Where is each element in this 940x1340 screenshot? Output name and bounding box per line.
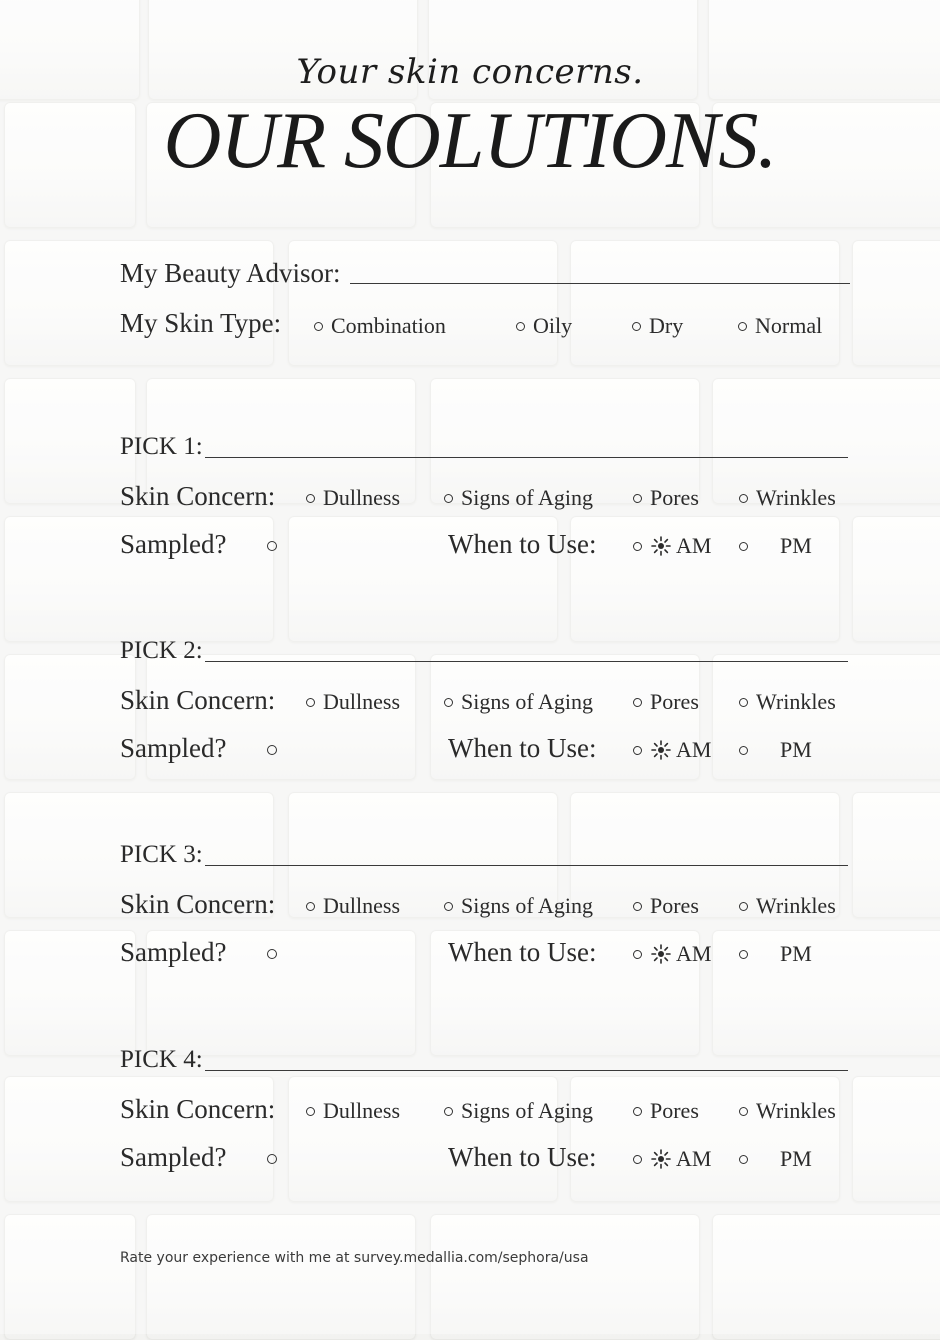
radio-circle-icon xyxy=(739,494,748,503)
pm-label: PM xyxy=(780,533,812,558)
concern-option-pores[interactable] xyxy=(633,1098,699,1124)
footer-survey-text: Rate your experience with me at survey.medallia.com/sephora/usa xyxy=(120,1250,589,1266)
when-to-use-label: When to Use: xyxy=(448,937,597,967)
radio-circle-icon xyxy=(739,950,748,959)
sampled-label: Sampled? xyxy=(120,733,227,763)
radio-circle-icon xyxy=(633,1155,642,1164)
pick-product-line[interactable] xyxy=(205,457,848,458)
when-option-pm[interactable] xyxy=(739,533,812,559)
radio-circle-icon xyxy=(444,698,453,707)
am-label: AM xyxy=(676,941,712,966)
radio-circle-icon xyxy=(738,322,747,331)
concern-option-dullness[interactable] xyxy=(306,1098,400,1124)
concern-option-pores[interactable] xyxy=(633,689,699,715)
am-label: AM xyxy=(676,737,712,762)
option-label: Wrinkles xyxy=(756,1098,836,1123)
radio-circle-icon xyxy=(306,1107,315,1116)
moon-icon xyxy=(756,739,776,761)
sampled-radio[interactable] xyxy=(267,541,277,551)
option-label: Signs of Aging xyxy=(461,1098,594,1123)
advisor-input-line[interactable] xyxy=(350,283,850,284)
script-title: Your skin concerns. xyxy=(296,52,644,92)
option-label: Pores xyxy=(650,893,699,918)
pick-label: PICK 4: xyxy=(120,1046,203,1073)
sampled-label: Sampled? xyxy=(120,529,227,559)
concern-option-signs-of-aging[interactable] xyxy=(444,485,593,511)
when-to-use-label: When to Use: xyxy=(448,733,597,763)
option-label: Wrinkles xyxy=(756,485,836,510)
sampled-label: Sampled? xyxy=(120,937,227,967)
pick-label: PICK 3: xyxy=(120,841,203,868)
option-label: Wrinkles xyxy=(756,689,836,714)
option-label: Pores xyxy=(650,689,699,714)
sun-icon xyxy=(650,1148,672,1170)
moon-icon xyxy=(756,1148,776,1170)
radio-circle-icon xyxy=(516,322,525,331)
radio-circle-icon xyxy=(633,494,642,503)
skin-concern-label: Skin Concern: xyxy=(120,1094,276,1124)
option-label: Dullness xyxy=(323,485,400,510)
radio-circle-icon xyxy=(444,494,453,503)
sampled-radio[interactable] xyxy=(267,949,277,959)
radio-circle-icon xyxy=(444,1107,453,1116)
radio-circle-icon xyxy=(633,1107,642,1116)
option-label: Dullness xyxy=(323,689,400,714)
concern-option-signs-of-aging[interactable] xyxy=(444,1098,593,1124)
option-label: Wrinkles xyxy=(756,893,836,918)
when-option-am[interactable] xyxy=(633,1146,711,1172)
radio-circle-icon xyxy=(633,746,642,755)
when-option-pm[interactable] xyxy=(739,737,812,763)
pm-label: PM xyxy=(780,737,812,762)
radio-circle-icon xyxy=(739,902,748,911)
skin-concern-label: Skin Concern: xyxy=(120,889,276,919)
skin-type-option-combination[interactable] xyxy=(314,313,446,339)
skin-type-label: My Skin Type: xyxy=(120,308,282,338)
when-option-am[interactable] xyxy=(633,533,711,559)
option-label: Signs of Aging xyxy=(461,689,594,714)
pm-label: PM xyxy=(780,941,812,966)
option-label: Pores xyxy=(650,485,699,510)
moon-icon xyxy=(756,535,776,557)
am-label: AM xyxy=(676,1146,712,1171)
radio-circle-icon xyxy=(633,950,642,959)
option-label: Dullness xyxy=(323,1098,400,1123)
concern-option-dullness[interactable] xyxy=(306,893,400,919)
when-to-use-label: When to Use: xyxy=(448,1142,597,1172)
radio-circle-icon xyxy=(306,902,315,911)
radio-circle-icon xyxy=(633,542,642,551)
pm-label: PM xyxy=(780,1146,812,1171)
option-label: Signs of Aging xyxy=(461,893,594,918)
sampled-radio[interactable] xyxy=(267,1154,277,1164)
skin-type-option-dry[interactable] xyxy=(632,313,683,339)
radio-circle-icon xyxy=(633,902,642,911)
option-label: Pores xyxy=(650,1098,699,1123)
when-option-pm[interactable] xyxy=(739,1146,812,1172)
concern-option-wrinkles[interactable] xyxy=(739,485,836,511)
concern-option-dullness[interactable] xyxy=(306,689,400,715)
when-option-am[interactable] xyxy=(633,737,711,763)
moon-icon xyxy=(756,943,776,965)
radio-circle-icon xyxy=(739,1155,748,1164)
radio-circle-icon xyxy=(314,322,323,331)
pick-label: PICK 2: xyxy=(120,637,203,664)
concern-option-wrinkles[interactable] xyxy=(739,893,836,919)
am-label: AM xyxy=(676,533,712,558)
option-label: Combination xyxy=(331,313,446,338)
concern-option-pores[interactable] xyxy=(633,485,699,511)
concern-option-wrinkles[interactable] xyxy=(739,1098,836,1124)
sun-icon xyxy=(650,943,672,965)
radio-circle-icon xyxy=(632,322,641,331)
main-title: OUR SOLUTIONS. xyxy=(163,97,777,185)
pick-product-line[interactable] xyxy=(205,1070,848,1071)
sampled-label: Sampled? xyxy=(120,1142,227,1172)
concern-option-signs-of-aging[interactable] xyxy=(444,689,593,715)
radio-circle-icon xyxy=(739,698,748,707)
radio-circle-icon xyxy=(444,902,453,911)
option-label: Signs of Aging xyxy=(461,485,594,510)
radio-circle-icon xyxy=(306,494,315,503)
concern-option-signs-of-aging[interactable] xyxy=(444,893,593,919)
radio-circle-icon xyxy=(739,542,748,551)
pick-label: PICK 1: xyxy=(120,433,203,460)
sampled-radio[interactable] xyxy=(267,745,277,755)
skin-type-option-oily[interactable] xyxy=(516,313,572,339)
radio-circle-icon xyxy=(739,746,748,755)
radio-circle-icon xyxy=(306,698,315,707)
radio-circle-icon xyxy=(739,1107,748,1116)
when-to-use-label: When to Use: xyxy=(448,529,597,559)
advisor-label: My Beauty Advisor: xyxy=(120,258,341,288)
option-label: Dullness xyxy=(323,893,400,918)
when-option-am[interactable] xyxy=(633,941,711,967)
skin-concern-label: Skin Concern: xyxy=(120,481,276,511)
option-label: Normal xyxy=(755,313,823,338)
sun-icon xyxy=(650,535,672,557)
sun-icon xyxy=(650,739,672,761)
skin-concern-label: Skin Concern: xyxy=(120,685,276,715)
option-label: Dry xyxy=(649,313,684,338)
concern-option-wrinkles[interactable] xyxy=(739,689,836,715)
when-option-pm[interactable] xyxy=(739,941,812,967)
concern-option-pores[interactable] xyxy=(633,893,699,919)
pick-product-line[interactable] xyxy=(205,865,848,866)
option-label: Oily xyxy=(533,313,573,338)
concern-option-dullness[interactable] xyxy=(306,485,400,511)
pick-product-line[interactable] xyxy=(205,661,848,662)
skin-type-option-normal[interactable] xyxy=(738,313,822,339)
radio-circle-icon xyxy=(633,698,642,707)
